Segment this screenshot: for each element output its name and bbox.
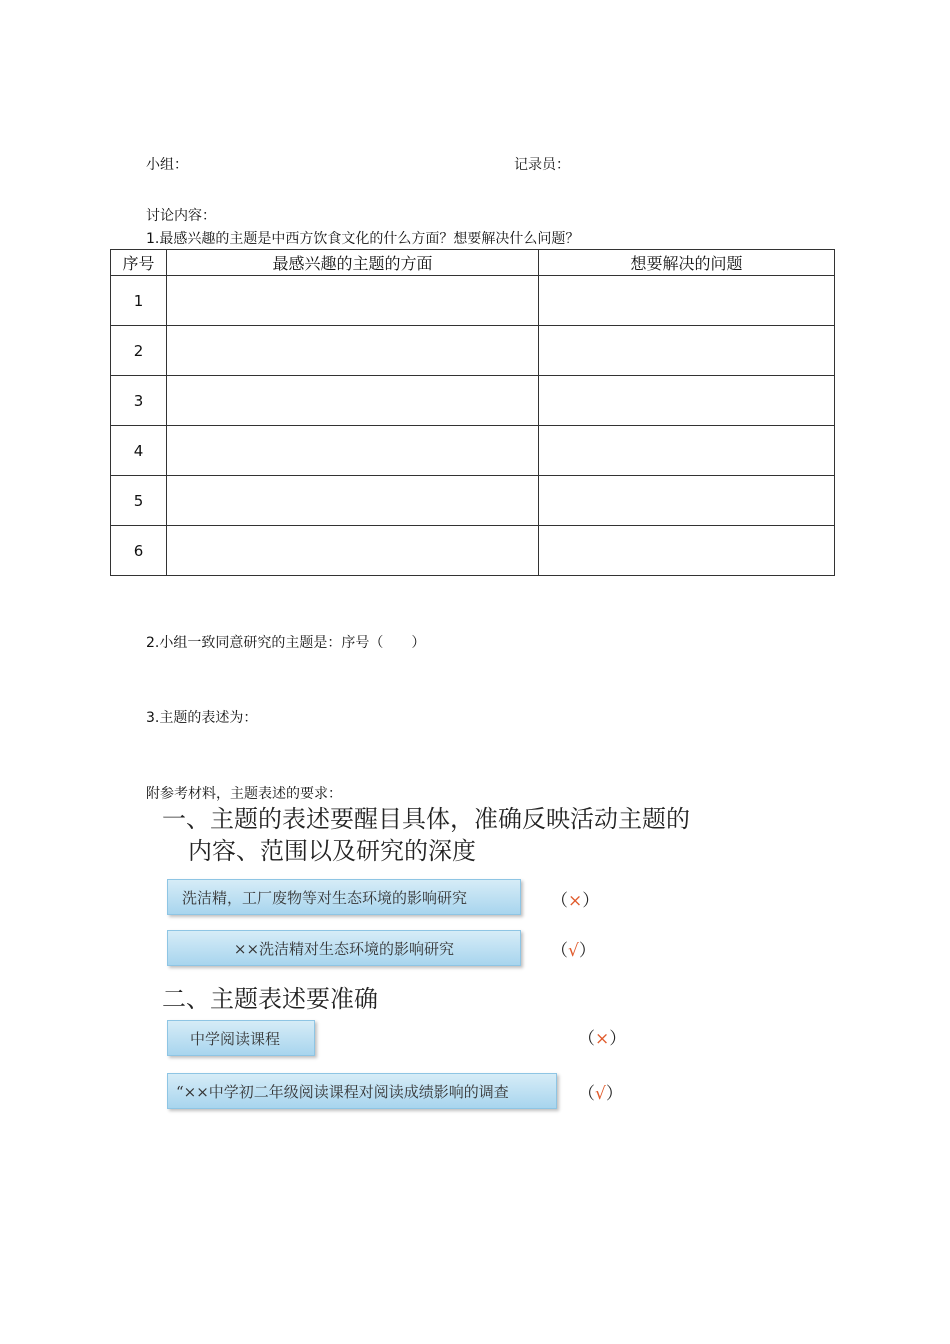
- column-header-aspect: 最感兴趣的主题的方面: [167, 250, 539, 276]
- example-mark-2: [551, 936, 596, 961]
- problem-cell[interactable]: [539, 526, 835, 576]
- table-row: [111, 376, 835, 426]
- problem-cell[interactable]: [539, 376, 835, 426]
- table-row: [111, 426, 835, 476]
- example-mark-3: [578, 1024, 626, 1049]
- example-box-2: [167, 930, 521, 966]
- aspect-cell[interactable]: [167, 426, 539, 476]
- mark-open: （: [578, 1084, 595, 1104]
- example-text: 中学阅读课程: [190, 1029, 281, 1048]
- row-number: 2: [111, 326, 167, 376]
- discussion-label: 讨论内容：: [146, 208, 216, 224]
- example-text: 洗洁精，工厂废物等对生态环境的影响研究: [182, 888, 468, 907]
- example-mark-4: [578, 1079, 623, 1104]
- example-text: ××洗洁精对生态环境的影响研究: [233, 939, 455, 958]
- mark-close: ）: [605, 1084, 623, 1104]
- aspect-cell[interactable]: [167, 276, 539, 326]
- aspect-cell[interactable]: [167, 376, 539, 426]
- cross-icon: ×: [568, 891, 583, 911]
- reference-title: 附参考材料，主题表述的要求：: [146, 786, 342, 802]
- check-icon: √: [568, 941, 579, 961]
- rule-1-line-2: 内容、范围以及研究的深度: [188, 837, 476, 865]
- row-number: 3: [111, 376, 167, 426]
- problem-cell[interactable]: [539, 276, 835, 326]
- question-2: 2.小组一致同意研究的主题是：序号（ ）: [146, 635, 426, 651]
- example-box-1: [167, 879, 521, 915]
- aspect-cell[interactable]: [167, 476, 539, 526]
- mark-close: ）: [609, 1029, 627, 1049]
- rule-1-line-1: 一、主题的表述要醒目具体，准确反映活动主题的: [162, 805, 690, 833]
- column-header-problem: 想要解决的问题: [539, 250, 835, 276]
- row-number: 4: [111, 426, 167, 476]
- mark-close: ）: [578, 941, 596, 961]
- problem-cell[interactable]: [539, 476, 835, 526]
- mark-close: ）: [582, 891, 600, 911]
- mark-open: （: [551, 891, 568, 911]
- example-box-3: [167, 1020, 315, 1056]
- example-box-4: [167, 1073, 557, 1109]
- table-row: [111, 526, 835, 576]
- check-icon: √: [595, 1084, 606, 1104]
- question-3: 3.主题的表述为：: [146, 710, 258, 726]
- problem-cell[interactable]: [539, 426, 835, 476]
- topic-table: [110, 249, 835, 576]
- example-mark-1: [551, 886, 599, 911]
- rule-2: 二、主题表述要准确: [162, 985, 378, 1013]
- example-text: “××中学初二年级阅读课程对阅读成绩影响的调查: [176, 1082, 509, 1101]
- row-number: 1: [111, 276, 167, 326]
- row-number: 5: [111, 476, 167, 526]
- question-1: 1.最感兴趣的主题是中西方饮食文化的什么方面？想要解决什么问题？: [146, 231, 580, 247]
- aspect-cell[interactable]: [167, 526, 539, 576]
- mark-open: （: [551, 941, 568, 961]
- table-row: [111, 326, 835, 376]
- table-row: [111, 276, 835, 326]
- table-row: [111, 476, 835, 526]
- table-header-row: [111, 250, 835, 276]
- recorder-label: 记录员：: [514, 157, 570, 173]
- column-header-number: 序号: [111, 250, 167, 276]
- group-label: 小组：: [146, 157, 188, 173]
- problem-cell[interactable]: [539, 326, 835, 376]
- mark-open: （: [578, 1029, 595, 1049]
- cross-icon: ×: [595, 1029, 610, 1049]
- row-number: 6: [111, 526, 167, 576]
- aspect-cell[interactable]: [167, 326, 539, 376]
